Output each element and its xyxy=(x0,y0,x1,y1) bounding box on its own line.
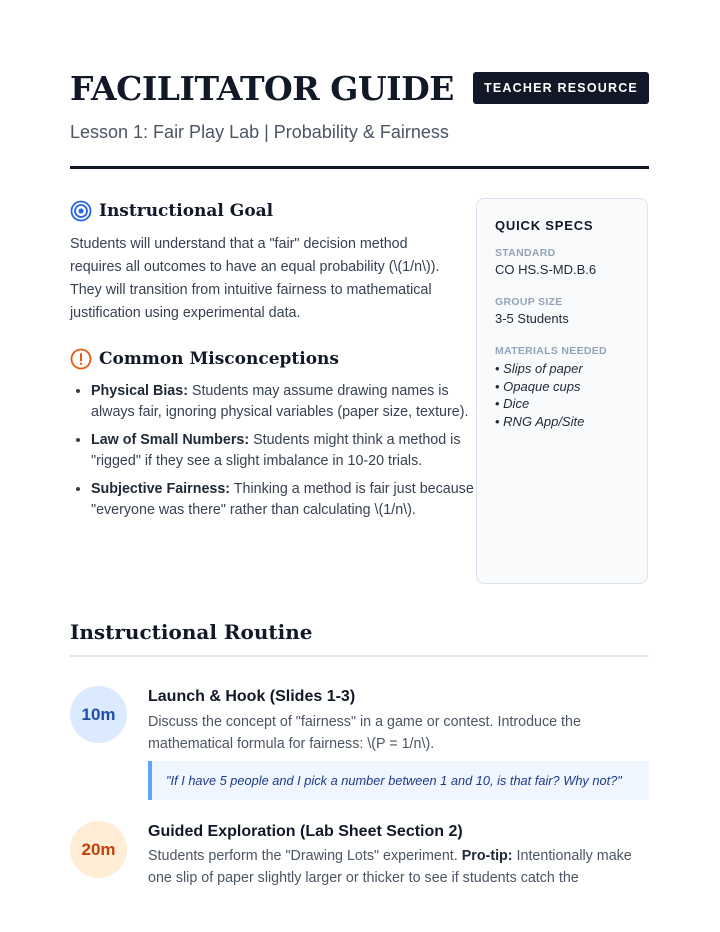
target-icon xyxy=(70,200,92,222)
misconception-term: Subjective Fairness: xyxy=(91,481,231,497)
misconceptions-list xyxy=(70,381,476,528)
list-item xyxy=(91,430,476,472)
step-quote: "If I have 5 people and I pick a number between 1 and 10, is that fair? Why not?" xyxy=(148,761,649,800)
routine-heading: Instructional Routine xyxy=(70,620,313,644)
step-time-badge: 10m xyxy=(70,686,127,743)
step-description xyxy=(148,845,653,889)
material-item: • RNG App/Site xyxy=(495,413,629,431)
misconception-text: Thinking a method is fair just because "everyone was there" rather than calculating \(1/n\). xyxy=(91,481,474,518)
routine-divider xyxy=(70,655,649,657)
header-divider xyxy=(70,166,649,169)
quick-specs-card xyxy=(476,198,648,584)
group-size-value: 3-5 Students xyxy=(495,311,569,326)
goal-heading xyxy=(70,198,273,224)
specs-title: QUICK SPECS xyxy=(495,218,594,233)
material-item: • Dice xyxy=(495,395,629,413)
list-item xyxy=(91,479,476,521)
materials-list xyxy=(495,360,629,431)
step-description-text: Intentionally make one slip of paper slightly larger or thicker to see if students catch the xyxy=(148,848,632,886)
misconception-text: Students might think a method is "rigged" if they see a slight imbalance in 10-20 trials. xyxy=(91,432,461,469)
misconception-text: Students may assume drawing names is always fair, ignoring physical variables (paper size, texture). xyxy=(91,383,469,420)
misconceptions-heading xyxy=(70,346,339,372)
misconception-term: Law of Small Numbers: xyxy=(91,432,250,448)
misconception-term: Physical Bias: xyxy=(91,383,188,399)
page-title: FACILITATOR GUIDE xyxy=(70,69,454,108)
misconceptions-heading-text: Common Misconceptions xyxy=(99,349,339,369)
lesson-subtitle: Lesson 1: Fair Play Lab | Probability & Fairness xyxy=(70,122,449,142)
step-description-text: Students perform the "Drawing Lots" experiment. xyxy=(148,848,462,864)
step-title: Launch & Hook (Slides 1-3) xyxy=(148,688,356,705)
step-description: Discuss the concept of "fairness" in a game or contest. Introduce the mathematical formula for fairness: \(P = 1/n\). xyxy=(148,714,581,752)
list-item xyxy=(91,381,476,423)
alert-circle-icon xyxy=(70,348,92,370)
group-size-label: GROUP SIZE xyxy=(495,296,563,308)
material-item: • Slips of paper xyxy=(495,360,629,378)
pro-tip-label: Pro-tip: xyxy=(461,848,513,864)
goal-text: Students will understand that a "fair" decision method requires all outcomes to have an equal probability (\(1/n\)). They will transition from intuitive fairness to mathematical justification using experimental data. xyxy=(70,236,440,321)
teacher-resource-badge: TEACHER RESOURCE xyxy=(473,72,649,104)
materials-label: MATERIALS NEEDED xyxy=(495,345,607,357)
standard-value: CO HS.S-MD.B.6 xyxy=(495,262,597,277)
step-title: Guided Exploration (Lab Sheet Section 2) xyxy=(148,823,463,840)
standard-label: STANDARD xyxy=(495,247,556,259)
goal-heading-text: Instructional Goal xyxy=(99,201,274,221)
material-item: • Opaque cups xyxy=(495,378,629,396)
step-time-badge: 20m xyxy=(70,821,127,878)
